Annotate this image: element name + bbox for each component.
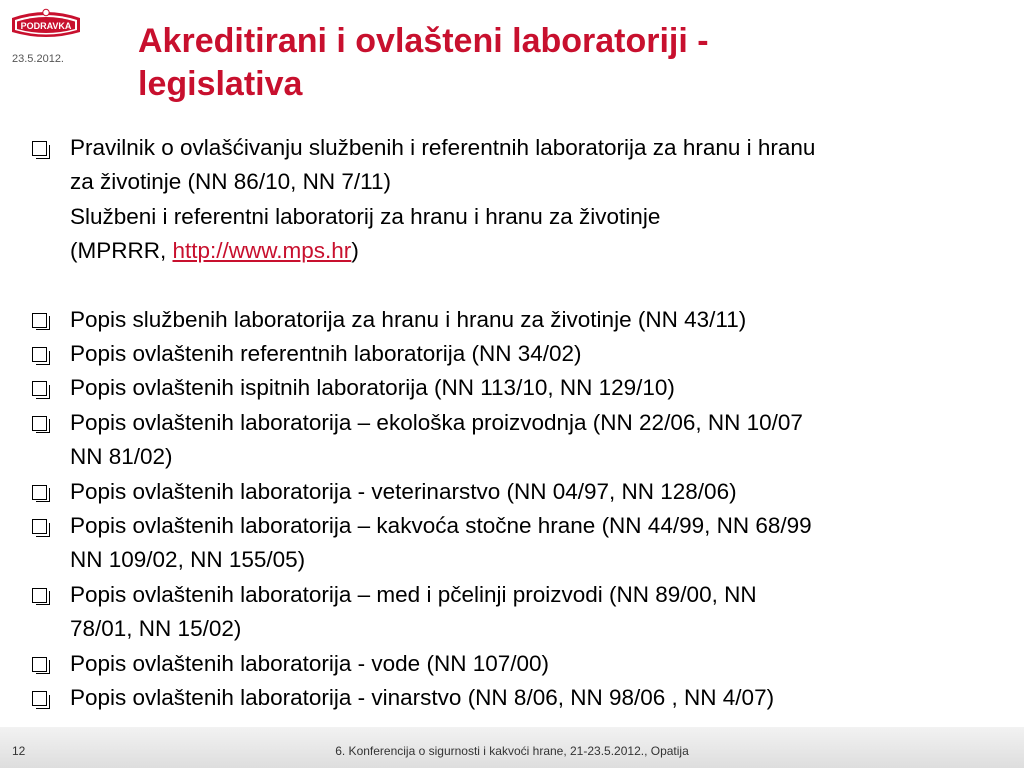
slide-title <box>138 20 998 106</box>
list-item <box>28 475 1022 509</box>
list-item <box>28 371 1022 405</box>
list-item <box>28 337 1022 371</box>
list-item <box>28 509 1022 578</box>
item-text-line-2: za životinje (NN 86/10, NN 7/11) <box>70 169 391 195</box>
checkbox-bullet-icon <box>32 381 47 396</box>
item-text-line-1: Pravilnik o ovlašćivanju službenih i referentnih laboratorija za hranu i hranu <box>70 135 816 160</box>
item-text-line-2: NN 109/02, NN 155/05) <box>70 547 306 573</box>
checkbox-bullet-icon <box>32 416 47 431</box>
item-list <box>28 303 1022 716</box>
checkbox-bullet-icon <box>32 485 47 500</box>
checkbox-bullet-icon <box>32 588 47 603</box>
list-item <box>28 406 1022 475</box>
title-line-1: Akreditirani i ovlašteni laboratoriji - <box>138 22 709 60</box>
item-text-line-1: Popis ovlaštenih laboratorija - vode (NN 107/00) <box>70 650 550 676</box>
page-number: 12 <box>12 744 26 758</box>
item-text-line-1: Popis ovlaštenih referentnih laboratorija (NN 34/02) <box>70 341 582 367</box>
item-text-line-1: Popis ovlaštenih ispitnih laboratorija (NN 113/10, NN 129/10) <box>70 375 675 401</box>
mps-link[interactable]: http://www.mps.hr <box>172 238 352 264</box>
sub-line: Službeni i referentni laboratorij za hranu i hranu za životinje <box>70 203 661 229</box>
checkbox-bullet-icon <box>32 347 47 362</box>
footer-text: 6. Konferencija o sigurnosti i kakvoći hrane, 21-23.5.2012., Opatija <box>335 744 689 758</box>
list-item <box>28 131 1022 200</box>
checkbox-bullet-icon <box>32 657 47 672</box>
checkbox-bullet-icon <box>32 313 47 328</box>
checkbox-bullet-icon <box>32 691 47 706</box>
title-line-2: legislativa <box>138 65 303 103</box>
item-text-line-1: Popis ovlaštenih laboratorija - vinarstvo (NN 8/06, NN 98/06 , NN 4/07) <box>70 685 775 711</box>
item-text-line-1: Popis ovlaštenih laboratorija – ekološka proizvodnja (NN 22/06, NN 10/07 <box>70 409 803 435</box>
sub-suffix: ) <box>351 238 359 264</box>
item-text-line-1: Popis ovlaštenih laboratorija – kakvoća stočne hrane (NN 44/99, NN 68/99 <box>70 513 812 539</box>
item-text-line-2: 78/01, NN 15/02) <box>70 616 242 642</box>
list-item <box>28 578 1022 647</box>
slide-date: 23.5.2012. <box>12 53 64 65</box>
spacer <box>28 269 1022 303</box>
list-item <box>28 303 1022 337</box>
sub-prefix: (MPRRR, <box>70 238 173 264</box>
sub-text <box>28 200 1022 269</box>
footer-bar <box>0 727 1024 768</box>
bullet-list <box>28 131 1022 716</box>
item-text-line-1: Popis ovlaštenih laboratorija – med i pčelinji proizvodi (NN 89/00, NN <box>70 581 757 607</box>
list-item <box>28 681 1022 715</box>
checkbox-bullet-icon <box>32 519 47 534</box>
checkbox-bullet-icon <box>32 141 47 156</box>
list-item <box>28 647 1022 681</box>
logo-text: PODRAVKA <box>20 21 72 31</box>
podravka-logo <box>6 8 86 40</box>
item-text-line-1: Popis ovlaštenih laboratorija - veterinarstvo (NN 04/97, NN 128/06) <box>70 478 737 504</box>
item-text-line-1: Popis službenih laboratorija za hranu i hranu za životinje (NN 43/11) <box>70 306 747 332</box>
item-text-line-2: NN 81/02) <box>70 444 173 470</box>
